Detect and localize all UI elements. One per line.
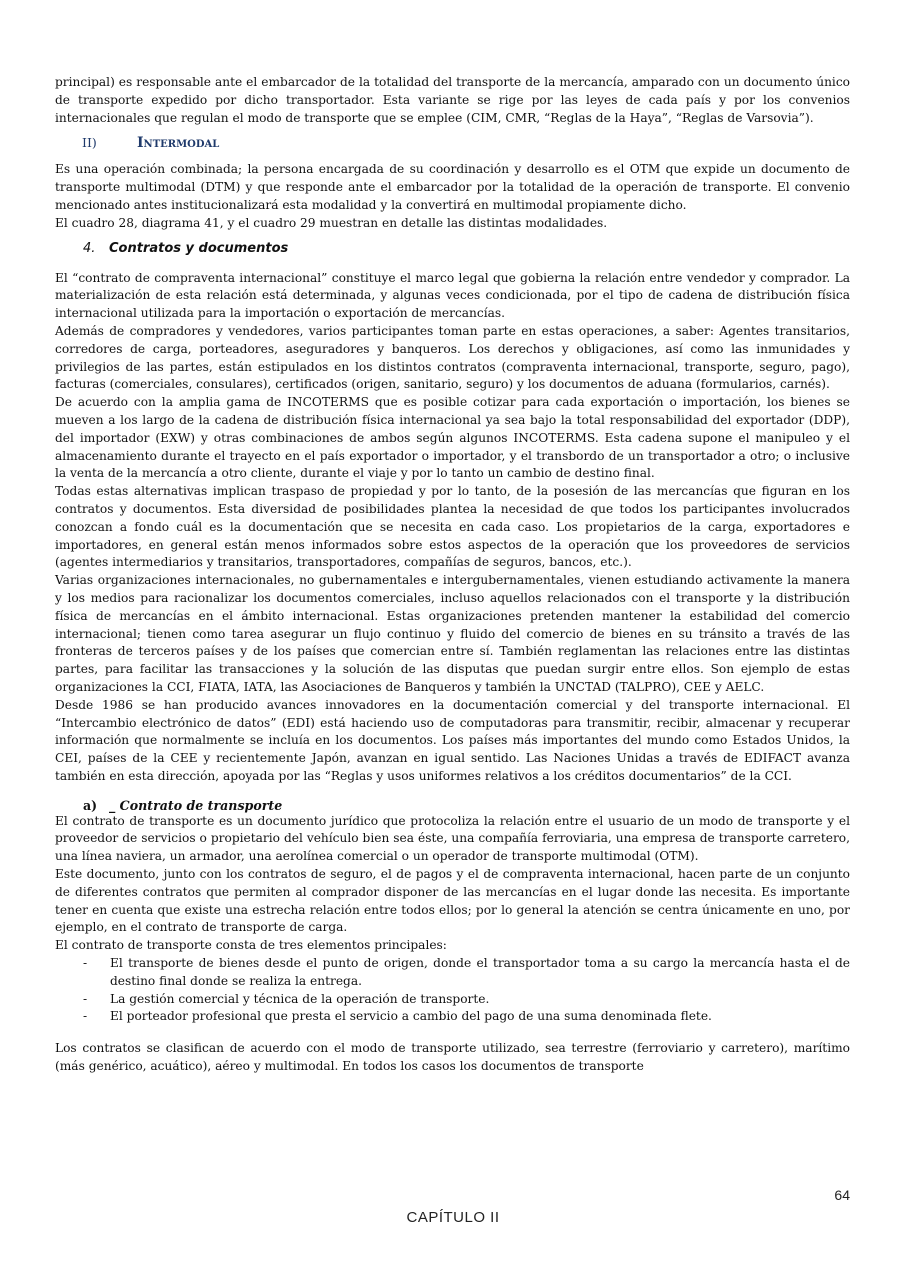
list-item-text: El porteador profesional que presta el servicio a cambio del pago de una suma denominada flete.	[110, 1009, 712, 1024]
section-title: Contratos y documentos	[109, 240, 289, 256]
paragraph: principal) es responsable ante el embarcador de la totalidad del transporte de la mercancía, amparado con un documento único de transporte expedido por dicho transportador. Esta variante se rige por las leyes de cada país y por los convenios internacionales que regulan el modo de transporte que se emplee (CIM, CMR, “Reglas de la Haya”, “Reglas de Varsovia”).	[55, 75, 850, 125]
paragraph: De acuerdo con la amplia gama de INCOTERMS que es posible cotizar para cada exportación o importación, los bienes se mueven a los largo de la cadena de distribución física internacional ya sea bajo la total responsabilidad del exportador (DDP), del importador (EXW) y otras combinaciones de ambos según algunos INCOTERMS. Esta cadena supone el manipuleo y el almacenamiento durante el trayecto en el país exportador o importador, y el transbordo de un transportador a otro; o inclusive la venta de la mercancía a otro cliente, durante el viaje y por lo tanto un cambio de destino final.	[55, 395, 850, 481]
paragraph: El cuadro 28, diagrama 41, y el cuadro 29 muestran en detalle las distintas modalidades.	[55, 215, 608, 230]
bullet-list	[55, 955, 850, 1026]
section-number: II)	[82, 135, 97, 151]
paragraph: El “contrato de compraventa internacional” constituye el marco legal que gobierna la relación entre vendedor y comprador. La materialización de esta relación está determinada, y algunas veces condicionada, por el tipo de cadena de distribución física internacional utilizada para la importación o exportación de mercancías.	[55, 270, 850, 321]
spacer	[55, 1026, 850, 1040]
paragraph: Varias organizaciones internacionales, no gubernamentales e intergubernamentales, vienen estudiando activamente la manera y los medios para racionalizar los documentos comerciales, incluso aquellos relacionados con el transporte y la distribución física de mercancías en el ámbito internacional. Estas organizaciones pretenden mantener la estabilidad del comercio internacional; tienen como tarea asegurar un flujo continuo y fluido del comercio de bienes en su tránsito a través de las fronteras de terceros países y de los países que comercian entre sí. También reglamentan las relaciones entre las distintas partes, para facilitar las transacciones y la solución de las disputas que puedan surgir entre ellos. Son ejemplo de estas organizaciones la CCI, FIATA, IATA, las Asociaciones de Banqueros y también la UNCTAD (TALPRO), CEE y AELC.	[55, 573, 850, 694]
subsection-heading-contrato-transporte	[83, 798, 850, 813]
bullet-marker: -	[83, 956, 88, 971]
list-item-text: La gestión comercial y técnica de la operación de transporte.	[110, 991, 490, 1006]
paragraph: Los contratos se clasifican de acuerdo con el modo de transporte utilizado, sea terrestre (ferroviario y carretero), marítimo (más genérico, acuático), aéreo y multimodal. En todos los casos los documentos de transporte	[55, 1041, 850, 1074]
page-body	[55, 74, 850, 1076]
paragraph: Desde 1986 se han producido avances innovadores en la documentación comercial y del transporte internacional. El “Intercambio electrónico de datos” (EDI) está haciendo uso de computadoras para transmitir, recibir, almacenar y recuperar información que normalmente se incluía en los documentos. Los países más importantes del mundo como Estados Unidos, la CEI, países de la CEE y recientemente Japón, avanzan en igual sentido. Las Naciones Unidas a través de EDIFACT avanza también en esta dirección, apoyada por las “Reglas y usos uniformes relativos a los créditos documentarios” de la CCI.	[55, 697, 850, 783]
paragraph: Todas estas alternativas implican traspaso de propiedad y por lo tanto, de la posesión de las mercancías que figuran en los contratos y documentos. Esta diversidad de posibilidades plantea la necesidad de que todos los participantes involucrados conozcan a fondo cuál es la documentación que se necesita en cada caso. Los propietarios de la carga, exportadores e importadores, en general están menos informados sobre estos aspectos de la operación que los proveedores de servicios (agentes intermediarios y transitarios, transportadores, compañías de seguros, bancos, etc.).	[55, 484, 850, 570]
paragraph: Es una operación combinada; la persona encargada de su coordinación y desarrollo es el OTM que expide un documento de transporte multimodal (DTM) y que responde ante el embarcador por la totalidad de la operación de transporte. El convenio mencionado antes institucionalizará esta modalidad y la convertirá en multimodal propiamente dicho.	[55, 162, 850, 212]
chapter-footer: CAPÍTULO II	[406, 1209, 500, 1226]
bullet-marker: -	[83, 991, 88, 1006]
list-item	[55, 1008, 850, 1026]
subsection-title: _ Contrato de transporte	[109, 797, 283, 813]
section-heading-intermodal	[82, 135, 850, 151]
section-number: 4.	[83, 240, 96, 256]
paragraph: Además de compradores y vendedores, varios participantes toman parte en estas operaciones, a saber: Agentes transitarios, corredores de carga, porteadores, aseguradores y banqueros. Los derechos y obligaciones, así como las inmunidades y privilegios de las partes, están estipulados en los distintos contratos (compraventa internacional, transporte, seguro, pago), facturas (comerciales, consulares), certificados (origen, sanitario, seguro) y los documentos de aduana (formularios, carnés).	[55, 323, 850, 392]
section-title: Intermodal	[137, 135, 220, 152]
list-item	[55, 991, 850, 1009]
paragraph: El contrato de transporte consta de tres elementos principales:	[55, 938, 447, 953]
subsection-number: a)	[83, 797, 98, 813]
bullet-marker: -	[83, 1009, 88, 1024]
list-item	[55, 955, 850, 991]
section-heading-contratos	[83, 241, 850, 256]
page-number: 64	[834, 1187, 850, 1203]
list-item-text: El transporte de bienes desde el punto de origen, donde el transportador toma a su cargo la mercancía hasta el de destino final donde se realiza la entrega.	[110, 956, 850, 988]
paragraph: El contrato de transporte es un documento jurídico que protocoliza la relación entre el usuario de un modo de transporte y el proveedor de servicios o propietario del vehículo bien sea éste, una compañía ferroviaria, una empresa de transporte carretero, una línea naviera, un armador, una aerolínea comercial o un operador de transporte multimodal (OTM).	[55, 813, 850, 864]
paragraph: Este documento, junto con los contratos de seguro, el de pagos y el de compraventa internacional, hacen parte de un conjunto de diferentes contratos que permiten al comprador disponer de las mercancías en el lugar donde las necesita. Es importante tener en cuenta que existe una estrecha relación entre todos ellos; por lo general la atención se centra únicamente en uno, por ejemplo, en el contrato de transporte de carga.	[55, 867, 850, 935]
